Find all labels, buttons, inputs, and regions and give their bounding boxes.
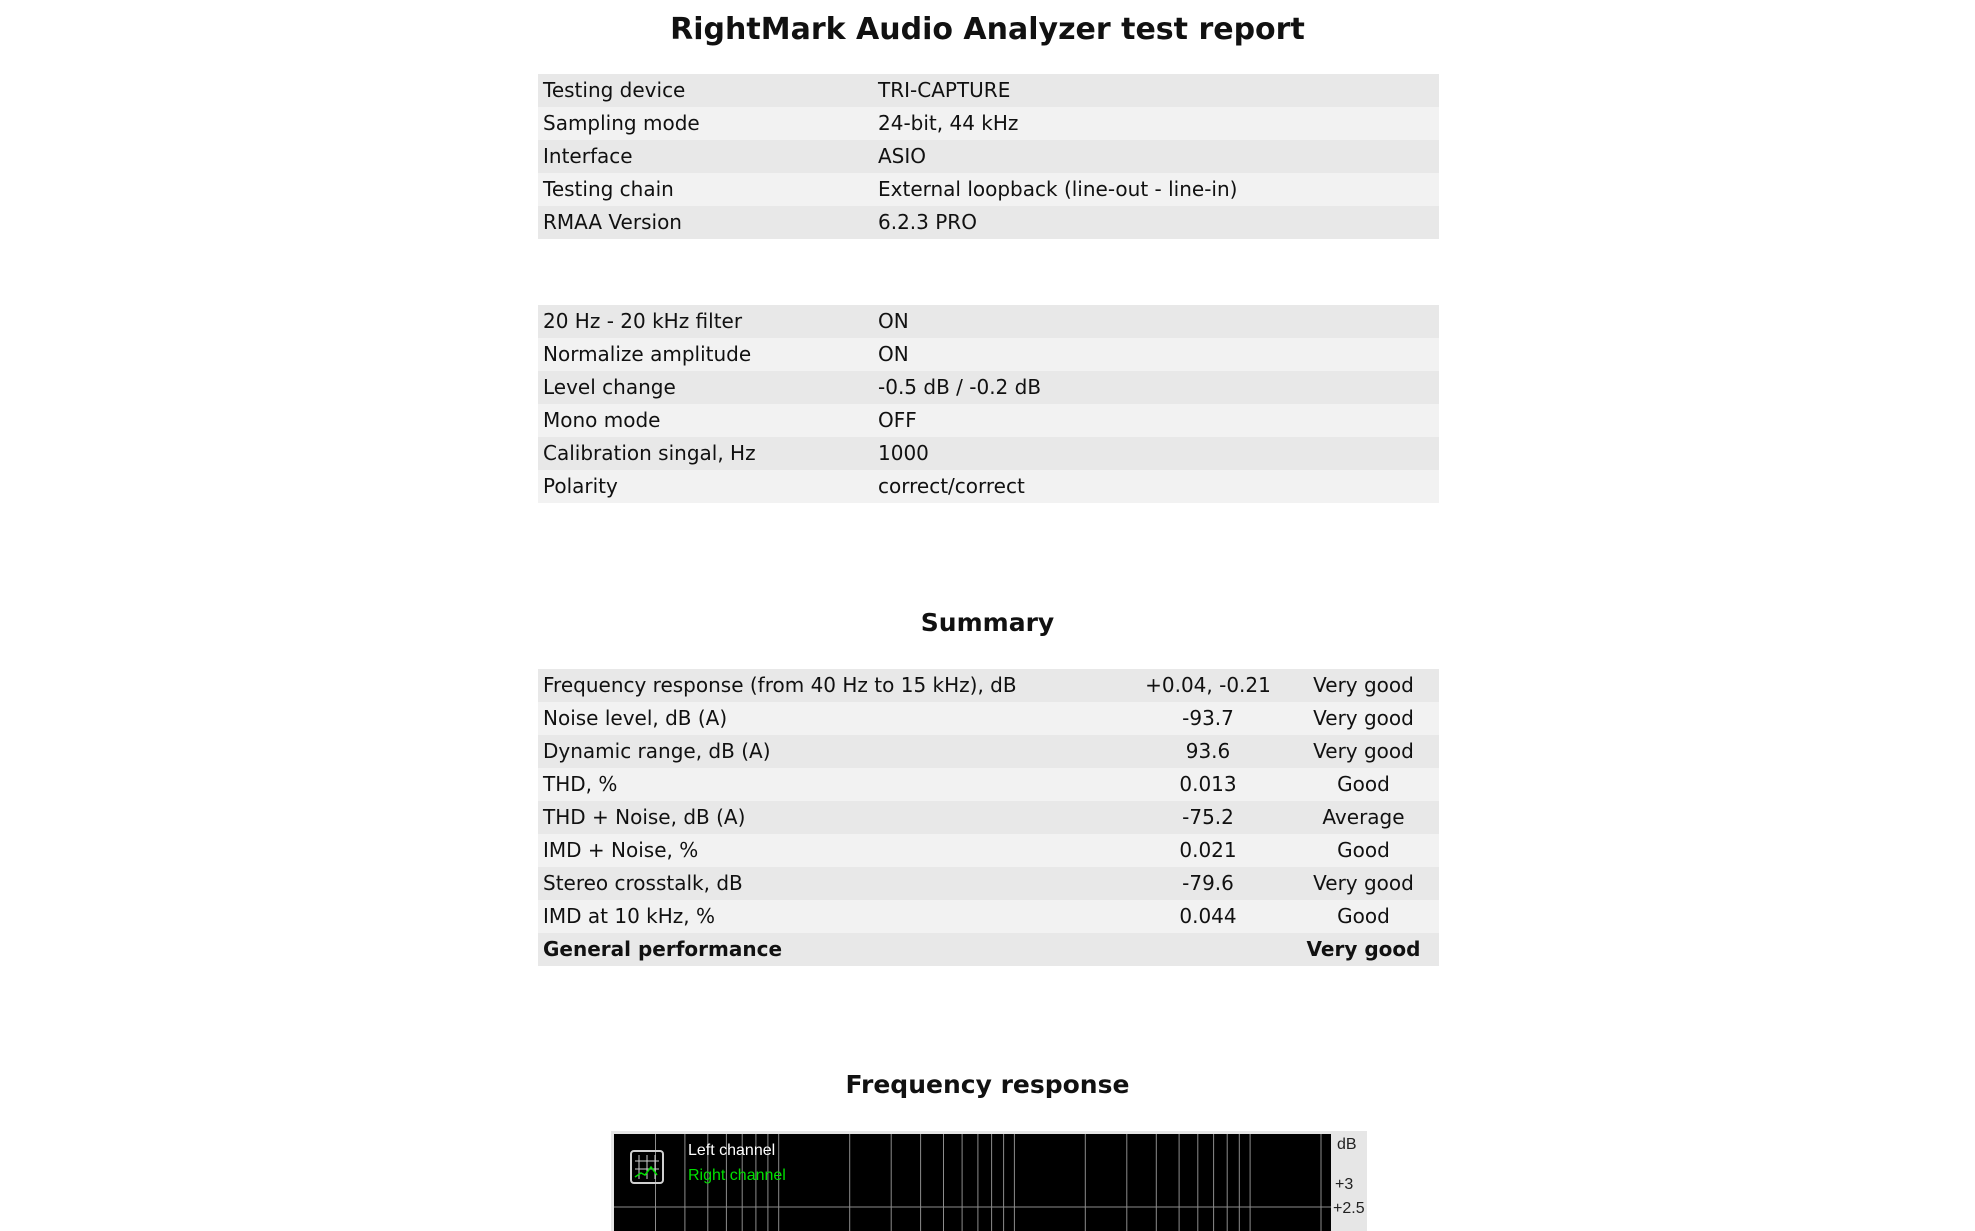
summary-table (538, 669, 1439, 966)
row-value: 1000 (873, 437, 1439, 470)
table-row (538, 702, 1439, 735)
metric-value: 93.6 (1128, 735, 1288, 768)
metric-label: Stereo crosstalk, dB (538, 867, 1128, 900)
settings-table (538, 305, 1439, 503)
metric-value: 0.021 (1128, 834, 1288, 867)
table-row (538, 801, 1439, 834)
legend-left-channel: Left channel (688, 1142, 776, 1159)
row-value: 6.2.3 PRO (873, 206, 1439, 239)
y-tick-label: +3 (1335, 1176, 1354, 1193)
metric-label: Noise level, dB (A) (538, 702, 1128, 735)
metric-value: +0.04, -0.21 (1128, 669, 1288, 702)
table-row (538, 867, 1439, 900)
frequency-response-plot (611, 1131, 1367, 1231)
metric-rating: Good (1288, 900, 1439, 933)
table-row (538, 305, 1439, 338)
metric-value: -93.7 (1128, 702, 1288, 735)
frequency-response-title: Frequency response (845, 1070, 1130, 1099)
general-performance-value (1128, 933, 1288, 966)
table-row (538, 900, 1439, 933)
row-label: Interface (538, 140, 873, 173)
device-info-table (538, 74, 1439, 239)
row-label: 20 Hz - 20 kHz filter (538, 305, 873, 338)
y-tick-label: +2.5 (1333, 1200, 1365, 1217)
metric-rating: Good (1288, 768, 1439, 801)
table-row (538, 338, 1439, 371)
metric-rating: Average (1288, 801, 1439, 834)
metric-value: 0.013 (1128, 768, 1288, 801)
row-label: Polarity (538, 470, 873, 503)
row-value: OFF (873, 404, 1439, 437)
table-row (538, 404, 1439, 437)
legend-right-channel: Right channel (688, 1167, 786, 1184)
row-label: Sampling mode (538, 107, 873, 140)
table-row (538, 173, 1439, 206)
frequency-response-chart (611, 1131, 1367, 1231)
table-row (538, 470, 1439, 503)
metric-rating: Very good (1288, 867, 1439, 900)
row-label: Mono mode (538, 404, 873, 437)
row-value: TRI-CAPTURE (873, 74, 1439, 107)
y-axis-unit-label: dB (1337, 1136, 1357, 1153)
table-row (538, 834, 1439, 867)
table-row (538, 437, 1439, 470)
row-label: RMAA Version (538, 206, 873, 239)
table-row (538, 735, 1439, 768)
metric-label: Dynamic range, dB (A) (538, 735, 1128, 768)
row-value: ASIO (873, 140, 1439, 173)
general-performance-row (538, 933, 1439, 966)
metric-value: -79.6 (1128, 867, 1288, 900)
row-label: Testing device (538, 74, 873, 107)
row-label: Testing chain (538, 173, 873, 206)
table-row (538, 206, 1439, 239)
row-label: Calibration singal, Hz (538, 437, 873, 470)
metric-label: THD, % (538, 768, 1128, 801)
metric-label: Frequency response (from 40 Hz to 15 kHz), dB (538, 669, 1128, 702)
table-row (538, 140, 1439, 173)
table-row (538, 669, 1439, 702)
table-row (538, 74, 1439, 107)
metric-value: -75.2 (1128, 801, 1288, 834)
row-label: Normalize amplitude (538, 338, 873, 371)
summary-title: Summary (920, 608, 1055, 637)
row-value: ON (873, 338, 1439, 371)
page-title: RightMark Audio Analyzer test report (670, 12, 1305, 47)
row-value: -0.5 dB / -0.2 dB (873, 371, 1439, 404)
row-label: Level change (538, 371, 873, 404)
table-row (538, 107, 1439, 140)
metric-label: IMD + Noise, % (538, 834, 1128, 867)
metric-value: 0.044 (1128, 900, 1288, 933)
metric-rating: Very good (1288, 669, 1439, 702)
metric-label: IMD at 10 kHz, % (538, 900, 1128, 933)
metric-rating: Very good (1288, 702, 1439, 735)
row-value: 24-bit, 44 kHz (873, 107, 1439, 140)
row-value: correct/correct (873, 470, 1439, 503)
table-row (538, 371, 1439, 404)
row-value: External loopback (line-out - line-in) (873, 173, 1439, 206)
metric-rating: Very good (1288, 735, 1439, 768)
metric-label: THD + Noise, dB (A) (538, 801, 1128, 834)
general-performance-label: General performance (538, 933, 1128, 966)
metric-rating: Good (1288, 834, 1439, 867)
table-row (538, 768, 1439, 801)
general-performance-rating: Very good (1288, 933, 1439, 966)
row-value: ON (873, 305, 1439, 338)
